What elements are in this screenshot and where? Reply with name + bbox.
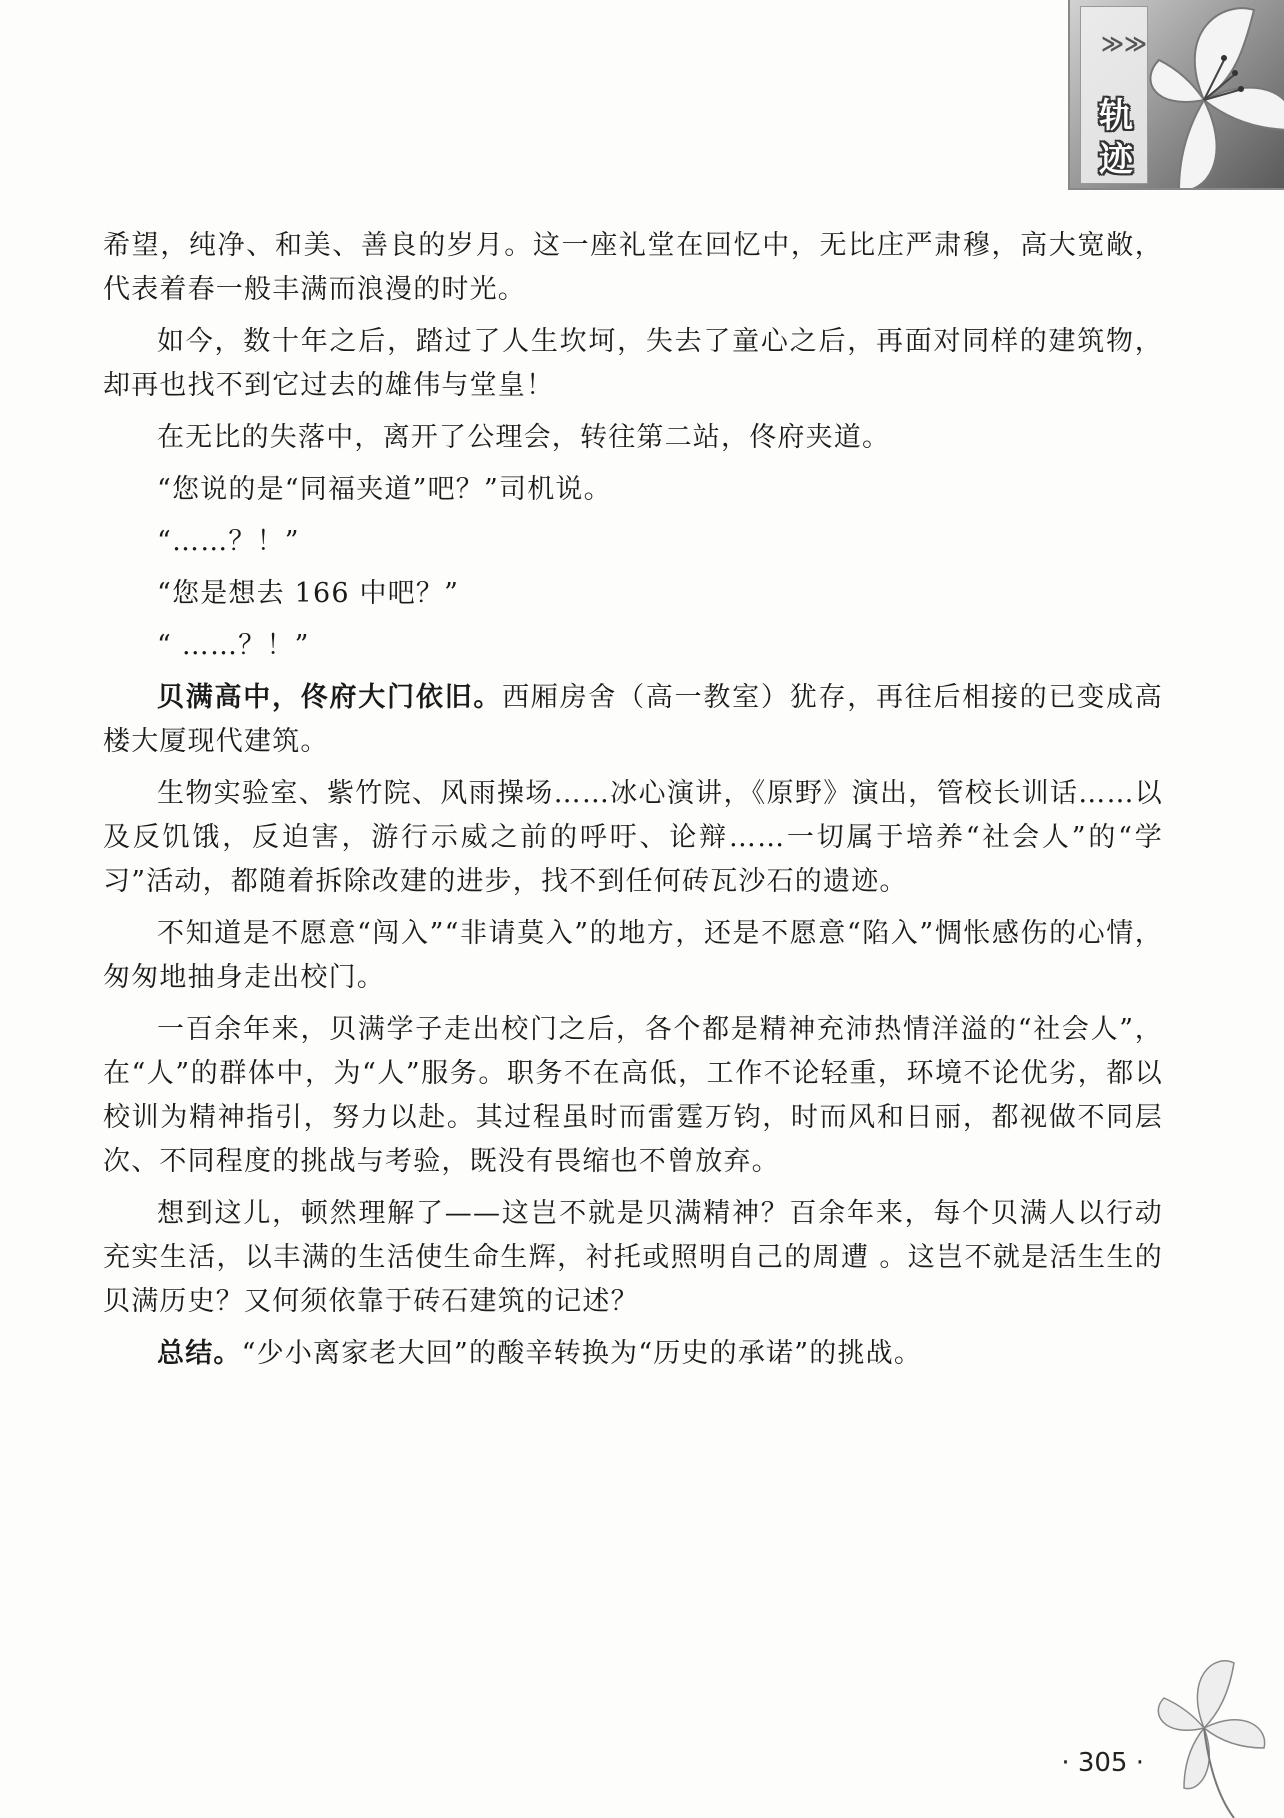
chevron-down-icon: ≫≫ [1101, 32, 1148, 57]
dialogue-line: “ ……？！” [157, 630, 310, 661]
article-body [103, 224, 1163, 1384]
paragraph: 不知道是不愿意“闯入”“非请莫入”的地方，还是不愿意“陷入”惆怅感伤的心情，匆匆地抽身走出校门。 [103, 918, 1163, 993]
dialogue-line: “……？！” [157, 526, 300, 557]
paragraph: 在无比的失落中，离开了公理会，转往第二站，佟府夹道。 [157, 422, 891, 453]
dialogue-line: “您是想去 166 中吧？” [157, 578, 460, 609]
paragraph: 如今，数十年之后，踏过了人生坎坷，失去了童心之后，再面对同样的建筑物，却再也找不到它过去的雄伟与堂皇！ [103, 326, 1163, 401]
dialogue-line: “您说的是“同福夹道”吧？”司机说。 [157, 474, 612, 505]
paragraph-lead: 总结。 [157, 1338, 242, 1369]
paragraph: 想到这儿，顿然理解了——这岂不就是贝满精神？百余年来，每个贝满人以行动充实生活，以丰满的生活使生命生辉，衬托或照明自己的周遭 。这岂不就是活生生的贝满历史？又何须依靠于砖石建筑的记述？ [103, 1198, 1163, 1317]
page-number: · 305 · [1061, 1748, 1144, 1778]
section-title: 轨迹 [1099, 96, 1133, 180]
paragraph-lead: 贝满高中，佟府大门依旧。 [157, 682, 503, 713]
paragraph: 总结。“少小离家老大回”的酸辛转换为“历史的承诺”的挑战。 [157, 1338, 923, 1369]
paragraph: 生物实验室、紫竹院、风雨操场……冰心演讲，《原野》演出，管校长训话……以及反饥饿，反迫害，游行示威之前的呼吁、论辩……一切属于培养“社会人”的“学习”活动，都随着拆除改建的进步，找不到任何砖瓦沙石的遗迹。 [103, 778, 1163, 897]
section-header-decoration [1068, 0, 1284, 190]
paragraph: 贝满高中，佟府大门依旧。西厢房舍（高一教室）犹存，再往后相接的已变成高楼大厦现代建筑。 [103, 682, 1163, 757]
paragraph: 一百余年来，贝满学子走出校门之后，各个都是精神充沛热情洋溢的“社会人”，在“人”的群体中，为“人”服务。职务不在高低，工作不论轻重，环境不论优劣，都以校训为精神指引，努力以赴。其过程虽时而雷霆万钧，时而风和日丽，都视做不同层次、不同程度的挑战与考验，既没有畏缩也不曾放弃。 [103, 1014, 1163, 1177]
paragraph: 希望，纯净、和美、善良的岁月。这一座礼堂在回忆中，无比庄严肃穆，高大宽敞，代表着春一般丰满而浪漫的时光。 [103, 230, 1163, 305]
lily-flower-icon [1124, 1648, 1274, 1818]
